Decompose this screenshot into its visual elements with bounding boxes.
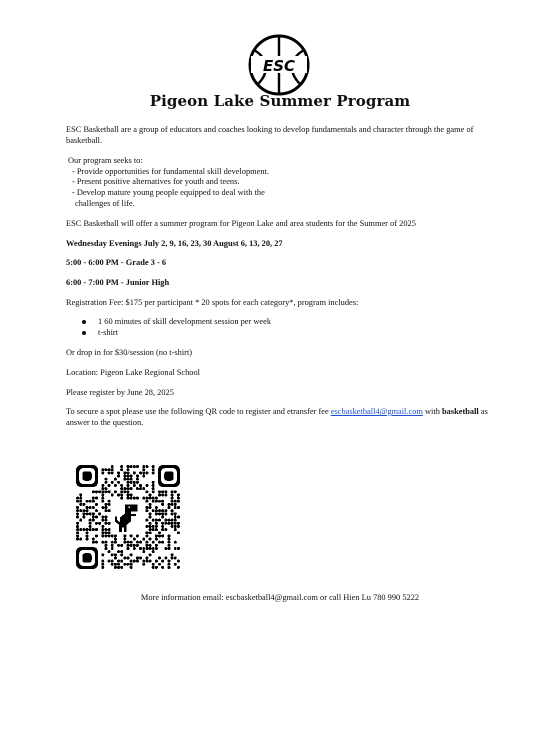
intro-paragraph: ESC Basketball are a group of educators and coaches looking to develop fundamentals and character through the game of basketball. (66, 125, 474, 145)
footer-contact: More information email: escbasketball4@gmail.com or call Hien Lu 780 990 5222 (140, 593, 420, 602)
logo-text: ESC (262, 57, 296, 75)
seeks-item: - Present positive alternatives for youth and teens. (72, 177, 240, 187)
page-title: Pigeon Lake Summer Program (149, 92, 411, 110)
seeks-heading: Our program seeks to: (68, 156, 143, 166)
session-grade-3-6: 5:00 - 6:00 PM - Grade 3 - 6 (66, 258, 167, 268)
session-junior-high: 6:00 - 7:00 PM - Junior High (66, 277, 170, 287)
offer-paragraph: ESC Basketball will offer a summer program for Pigeon Lake and area students for the Summer of 2025 (66, 219, 416, 229)
location-line: Location: Pigeon Lake Regional School (66, 367, 200, 377)
bullet-icon (82, 331, 86, 335)
flyer-body (66, 125, 496, 428)
qr-code-icon[interactable] (76, 465, 180, 569)
includes-list (66, 317, 496, 338)
deadline-line: Please register by June 28, 2025 (66, 387, 174, 397)
bullet-icon (82, 320, 86, 324)
fee-paragraph: Registration Fee: $175 per participant * 20 spots for each category*, program includes: (66, 297, 359, 307)
seeks-item-continuation: challenges of life. (75, 198, 135, 208)
dates-line: Wednesday Evenings July 2, 9, 16, 23, 30 August 6, 13, 20, 27 (66, 238, 283, 248)
list-item-label: 1 60 minutes of skill development session per week (98, 317, 272, 327)
list-item (66, 317, 496, 328)
secure-text: as answer to the question. (66, 407, 488, 427)
list-item (66, 328, 496, 339)
seeks-item: - Provide opportunities for fundamental skill development. (72, 166, 270, 176)
answer-word: basketball (441, 407, 479, 417)
dropin-line: Or drop in for $30/session (no t-shirt) (66, 348, 193, 358)
basketball-icon (248, 34, 310, 96)
secure-paragraph (66, 407, 496, 428)
seeks-item: - Develop mature young people equipped to deal with the (72, 187, 265, 197)
email-link[interactable]: escbasketball4@gmail.com (330, 407, 423, 417)
secure-text: To secure a spot please use the following QR code to register and etransfer fee (66, 407, 331, 417)
list-item-label: t-shirt (98, 327, 119, 337)
dinosaur-icon (112, 501, 144, 533)
secure-text: with (422, 407, 442, 417)
